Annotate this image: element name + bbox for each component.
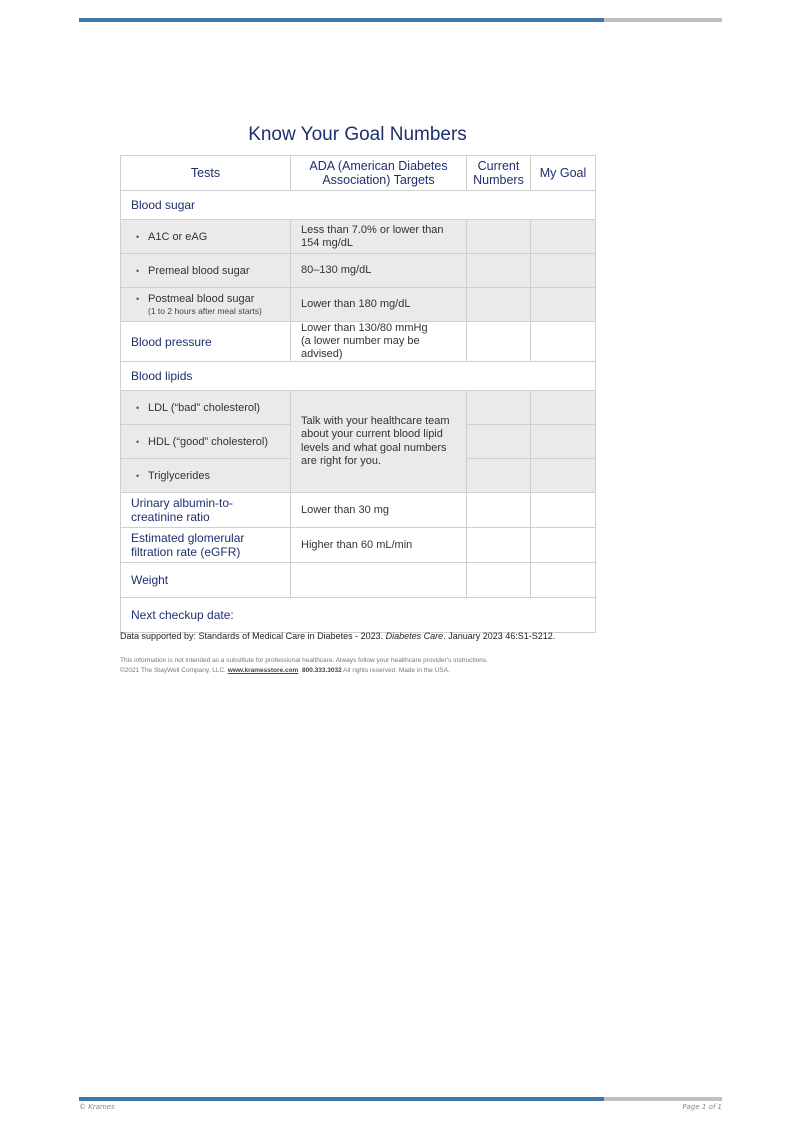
copyright-text: ©2021 The StayWell Company, LLC. — [120, 666, 228, 674]
my-goal-cell[interactable] — [531, 322, 596, 362]
rights-text: All rights reserved. Made in the USA. — [341, 666, 450, 674]
current-number-cell[interactable] — [467, 288, 531, 322]
test-label: Triglycerides — [148, 469, 210, 482]
bullet-icon: • — [136, 436, 140, 447]
disclaimer-line: This information is not intended as a substitute for professional healthcare. Always follow your healthcare provider’s instructions. — [120, 657, 488, 664]
disclaimer — [120, 656, 488, 675]
test-note: (1 to 2 hours after meal starts) — [148, 306, 262, 316]
my-goal-cell[interactable] — [531, 493, 596, 528]
source-citation — [120, 631, 555, 641]
test-label: Premeal blood sugar — [148, 264, 250, 277]
test-label: LDL (“bad” cholesterol) — [148, 401, 261, 414]
top-progress-fill — [79, 18, 604, 22]
table-row — [121, 391, 596, 425]
website-link[interactable]: www.kramesstore.com — [227, 666, 299, 674]
table-row-next-checkup — [121, 598, 596, 633]
test-cell — [121, 254, 291, 288]
footer-page-number: Page 1 of 1 — [682, 1103, 722, 1111]
table-row — [121, 254, 596, 288]
source-journal: Diabetes Care — [385, 631, 444, 641]
test-cell — [121, 220, 291, 254]
test-cell — [121, 288, 291, 322]
column-header-current-numbers: Current Numbers — [467, 156, 531, 191]
my-goal-cell[interactable] — [531, 528, 596, 563]
source-prefix: Data supported by: Standards of Medical Care in Diabetes - 2023. — [120, 631, 386, 641]
target-cell: 80–130 mg/dL — [291, 254, 467, 288]
test-cell — [121, 391, 291, 425]
table-row-urinary — [121, 493, 596, 528]
section-label: Blood lipids — [121, 362, 596, 391]
current-number-cell[interactable] — [467, 254, 531, 288]
current-number-cell[interactable] — [467, 459, 531, 493]
source-suffix: . January 2023 46:S1-S212. — [443, 631, 556, 641]
section-row-blood-lipids — [121, 362, 596, 391]
copyright-line — [120, 666, 488, 676]
target-cell: Lower than 30 mg — [291, 493, 467, 528]
my-goal-cell[interactable] — [531, 563, 596, 598]
test-label: Estimated glomerular filtration rate (eGFR) — [121, 528, 291, 563]
bottom-progress-bar — [79, 1097, 722, 1101]
bullet-icon: • — [136, 402, 140, 413]
table-row-weight — [121, 563, 596, 598]
goal-numbers-table — [120, 155, 596, 633]
my-goal-cell[interactable] — [531, 459, 596, 493]
column-header-ada-targets: ADA (American Diabetes Association) Targets — [291, 156, 467, 191]
target-cell: Higher than 60 mL/min — [291, 528, 467, 563]
current-number-cell[interactable] — [467, 425, 531, 459]
column-header-tests: Tests — [121, 156, 291, 191]
current-number-cell[interactable] — [467, 391, 531, 425]
target-line: (a lower number may be advised) — [301, 335, 420, 360]
my-goal-cell[interactable] — [531, 220, 596, 254]
current-number-cell[interactable] — [467, 528, 531, 563]
bullet-icon: • — [136, 294, 140, 304]
table-row-egfr — [121, 528, 596, 563]
target-line: Lower than 130/80 mmHg — [301, 322, 428, 334]
target-cell: Talk with your healthcare team about your current blood lipid levels and what goal numbers are right for you. — [291, 391, 467, 493]
current-number-cell[interactable] — [467, 220, 531, 254]
bullet-icon: • — [136, 231, 140, 242]
test-cell — [121, 459, 291, 493]
bullet-icon: • — [136, 265, 140, 276]
phone-number: 800.333.3032 — [301, 666, 342, 674]
my-goal-cell[interactable] — [531, 288, 596, 322]
test-label: Postmeal blood sugar — [148, 293, 255, 305]
target-cell — [291, 322, 467, 362]
target-cell: Lower than 180 mg/dL — [291, 288, 467, 322]
table-row — [121, 220, 596, 254]
section-label: Blood sugar — [121, 191, 596, 220]
table-row — [121, 288, 596, 322]
next-checkup-label[interactable]: Next checkup date: — [121, 598, 596, 633]
bottom-progress-fill — [79, 1097, 604, 1101]
footer-copyright: © Krames — [79, 1103, 115, 1111]
my-goal-cell[interactable] — [531, 254, 596, 288]
section-row-blood-sugar — [121, 191, 596, 220]
target-cell[interactable] — [291, 563, 467, 598]
test-label: Weight — [121, 563, 291, 598]
my-goal-cell[interactable] — [531, 425, 596, 459]
bullet-icon: • — [136, 470, 140, 481]
table-header-row — [121, 156, 596, 191]
test-label: Urinary albumin-to-creatinine ratio — [121, 493, 291, 528]
page-title: Know Your Goal Numbers — [248, 124, 467, 145]
column-header-my-goal: My Goal — [531, 156, 596, 191]
target-cell: Less than 7.0% or lower than 154 mg/dL — [291, 220, 467, 254]
my-goal-cell[interactable] — [531, 391, 596, 425]
test-label: HDL (“good” cholesterol) — [148, 435, 269, 448]
test-label: A1C or eAG — [148, 230, 208, 243]
test-label: Blood pressure — [121, 322, 291, 362]
table-row-blood-pressure — [121, 322, 596, 362]
current-number-cell[interactable] — [467, 563, 531, 598]
top-progress-bar — [79, 18, 722, 22]
test-cell — [121, 425, 291, 459]
current-number-cell[interactable] — [467, 322, 531, 362]
current-number-cell[interactable] — [467, 493, 531, 528]
